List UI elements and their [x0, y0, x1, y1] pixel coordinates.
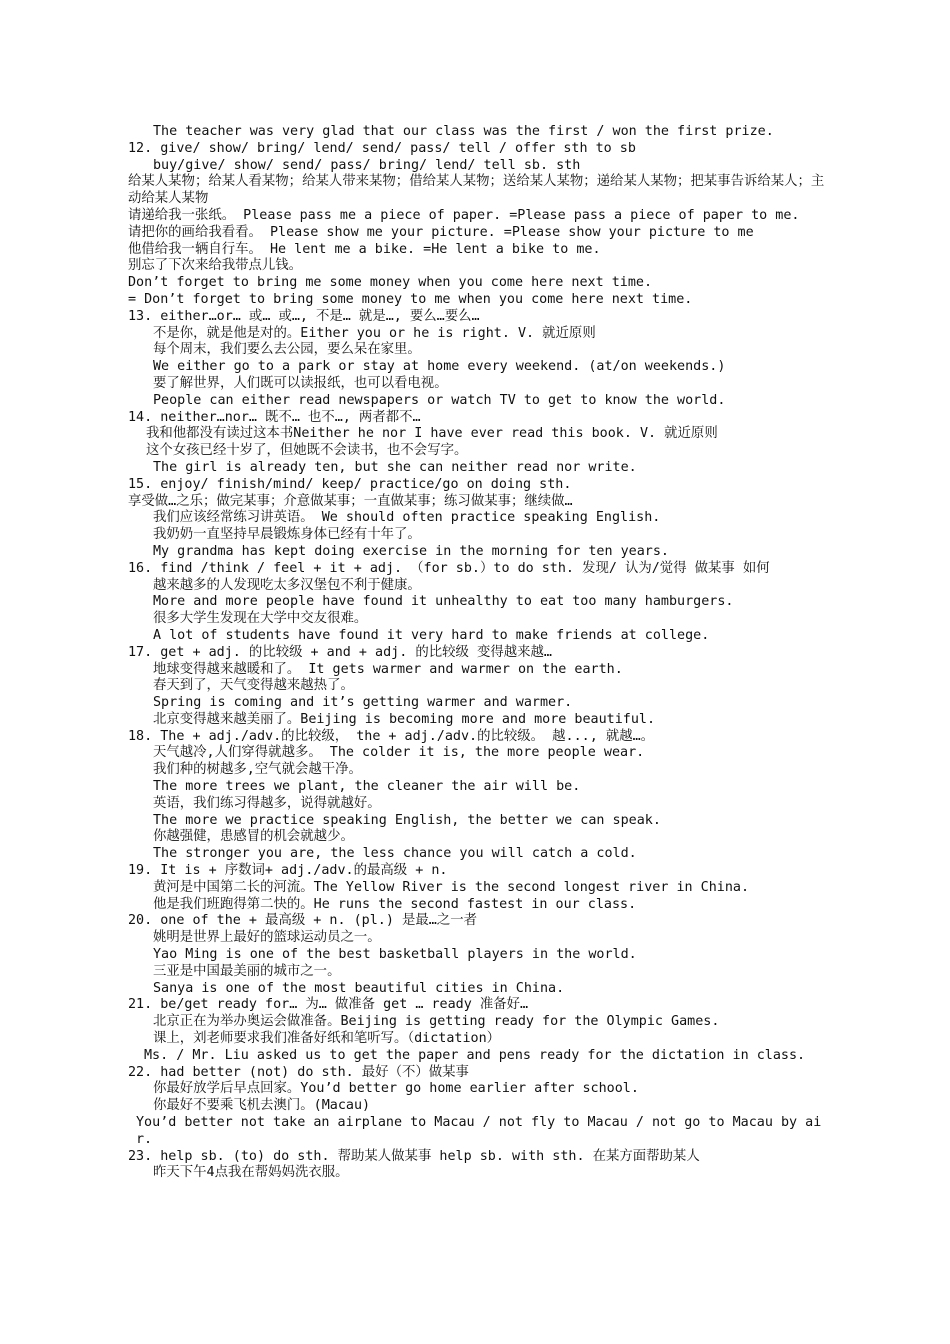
- text-line: 给某人某物；给某人看某物；给某人带来某物；借给某人某物；送给某人某物；递给某人某物；把某事告诉给某人；主动给某人某物: [128, 174, 825, 207]
- text-line: 18. The + adj./adv.的比较级， the + adj./adv.的比较级。 越..., 就越…。: [128, 728, 655, 744]
- document-body: [128, 124, 828, 1182]
- text-line: The girl is already ten, but she can neither read nor write.: [153, 459, 637, 475]
- text-line: We either go to a park or stay at home every weekend. (at/on weekends.): [153, 359, 726, 375]
- text-line: 23. help sb. (to) do sth. 帮助某人做某事 help sb. with sth. 在某方面帮助某人: [128, 1148, 700, 1164]
- text-line: Sanya is one of the most beautiful cities in China.: [153, 980, 565, 996]
- text-line: 你最好不要乘飞机去澳门。(Macau): [153, 1098, 371, 1114]
- text-line: Yao Ming is one of the best basketball players in the world.: [153, 947, 637, 963]
- text-line: 21. be/get ready for… 为… 做准备 get … ready 准备好…: [128, 997, 529, 1013]
- text-line: 很多大学生发现在大学中交友很难。: [153, 611, 368, 627]
- text-line: 天气越冷,人们穿得就越多。 The colder it is, the more people wear.: [153, 745, 645, 761]
- text-line: 享受做…之乐；做完某事；介意做某事；一直做某事；练习做某事；继续做…: [128, 493, 573, 509]
- text-line: 英语，我们练习得越多，说得就越好。: [153, 795, 381, 811]
- text-line: 北京正在为举办奥运会做准备。Beijing is getting ready for the Olympic Games.: [153, 1014, 720, 1030]
- text-line: The teacher was very glad that our class was the first / won the first prize.: [153, 124, 774, 139]
- text-line: A lot of students have found it very hard to make friends at college.: [153, 627, 710, 643]
- text-line: Don’t forget to bring me some money when you come here next time.: [128, 275, 653, 291]
- text-line: 请把你的画给我看看。 Please show me your picture. =Please show your picture to me: [128, 224, 754, 240]
- text-line: 要了解世界，人们既可以读报纸，也可以看电视。: [153, 375, 448, 391]
- text-line: You’d better not take an airplane to Macau / not fly to Macau / not go to Macau by air.: [136, 1115, 822, 1147]
- text-line: The more trees we plant, the cleaner the air will be.: [153, 779, 581, 795]
- text-line: 这个女孩已经十岁了，但她既不会读书，也不会写字。: [146, 443, 468, 459]
- text-line: 北京变得越来越美丽了。Beijing is becoming more and more beautiful.: [153, 711, 656, 727]
- text-line: 20. one of the + 最高级 + n. (pl.) 是最…之一者: [128, 913, 477, 929]
- text-line: 请递给我一张纸。 Please pass me a piece of paper. =Please pass a piece of paper to me.: [128, 207, 800, 223]
- text-line: My grandma has kept doing exercise in the morning for ten years.: [153, 543, 669, 559]
- text-line: 我奶奶一直坚持早晨锻炼身体已经有十年了。: [153, 527, 421, 543]
- text-line: 22. had better (not) do sth. 最好（不）做某事: [128, 1064, 469, 1080]
- text-line: 我和他都没有读过这本书Neither he nor I have ever read this book. V. 就近原则: [146, 426, 718, 442]
- text-line: 我们应该经常练习讲英语。 We should often practice speaking English.: [153, 510, 661, 526]
- text-line: 19. It is + 序数词+ adj./adv.的最高级 + n.: [128, 863, 448, 879]
- text-line: 黄河是中国第二长的河流。The Yellow River is the second longest river in China.: [153, 879, 750, 895]
- text-line: 别忘了下次来给我带点儿钱。: [128, 258, 303, 274]
- text-line: Spring is coming and it’s getting warmer and warmer.: [153, 695, 573, 711]
- text-line: 14. neither…nor… 既不… 也不…, 两者都不…: [128, 409, 421, 425]
- text-line: 每个周末，我们要么去公园，要么呆在家里。: [153, 342, 421, 358]
- text-line: 他借给我一辆自行车。 He lent me a bike. =He lent a bike to me.: [128, 241, 601, 257]
- text-line: The more we practice speaking English, the better we can speak.: [153, 812, 661, 828]
- text-line: More and more people have found it unhealthy to eat too many hamburgers.: [153, 594, 734, 610]
- text-line: 春天到了，天气变得越来越热了。: [153, 678, 354, 694]
- text-line: 17. get + adj. 的比较级 + and + adj. 的比较级 变得越来越…: [128, 644, 552, 660]
- text-line: 你越强健，患感冒的机会就越少。: [153, 829, 354, 845]
- text-line: 13. either…or… 或… 或…, 不是… 就是…, 要么…要么…: [128, 308, 480, 324]
- text-line: 我们种的树越多,空气就会越干净。: [153, 762, 362, 778]
- text-line: 姚明是世界上最好的篮球运动员之一。: [153, 930, 381, 946]
- text-line: 16. find /think / feel + it + adj. （for sb.）to do sth. 发现/ 认为/觉得 做某事 如何: [128, 560, 770, 576]
- text-line: 地球变得越来越暖和了。 It gets warmer and warmer on the earth.: [153, 661, 623, 677]
- text-line: 课上，刘老师要求我们准备好纸和笔听写。（dictation）: [153, 1031, 501, 1047]
- text-line: People can either read newspapers or watch TV to get to know the world.: [153, 392, 726, 408]
- text-line: 12. give/ show/ bring/ lend/ send/ pass/ tell / offer sth to sb: [128, 140, 636, 156]
- text-line: 不是你，就是他是对的。Either you or he is right. V. 就近原则: [153, 325, 596, 341]
- text-line: 他是我们班跑得第二快的。He runs the second fastest in our class.: [153, 896, 637, 912]
- text-line: 三亚是中国最美丽的城市之一。: [153, 963, 341, 979]
- text-line: buy/give/ show/ send/ pass/ bring/ lend/ tell sb. sth: [153, 157, 581, 173]
- text-line: Ms. / Mr. Liu asked us to get the paper and pens ready for the dictation in class.: [144, 1047, 806, 1063]
- text-line: = Don’t forget to bring some money to me when you come here next time.: [128, 291, 693, 307]
- text-line: 15. enjoy/ finish/mind/ keep/ practice/go on doing sth.: [128, 476, 572, 492]
- text-line: The stronger you are, the less chance you will catch a cold.: [153, 846, 637, 862]
- text-line: 昨天下午4点我在帮妈妈洗衣服。: [153, 1165, 349, 1181]
- text-line: 越来越多的人发现吃太多汉堡包不利于健康。: [153, 577, 421, 593]
- text-line: 你最好放学后早点回家。You’d better go home earlier after school.: [153, 1081, 639, 1097]
